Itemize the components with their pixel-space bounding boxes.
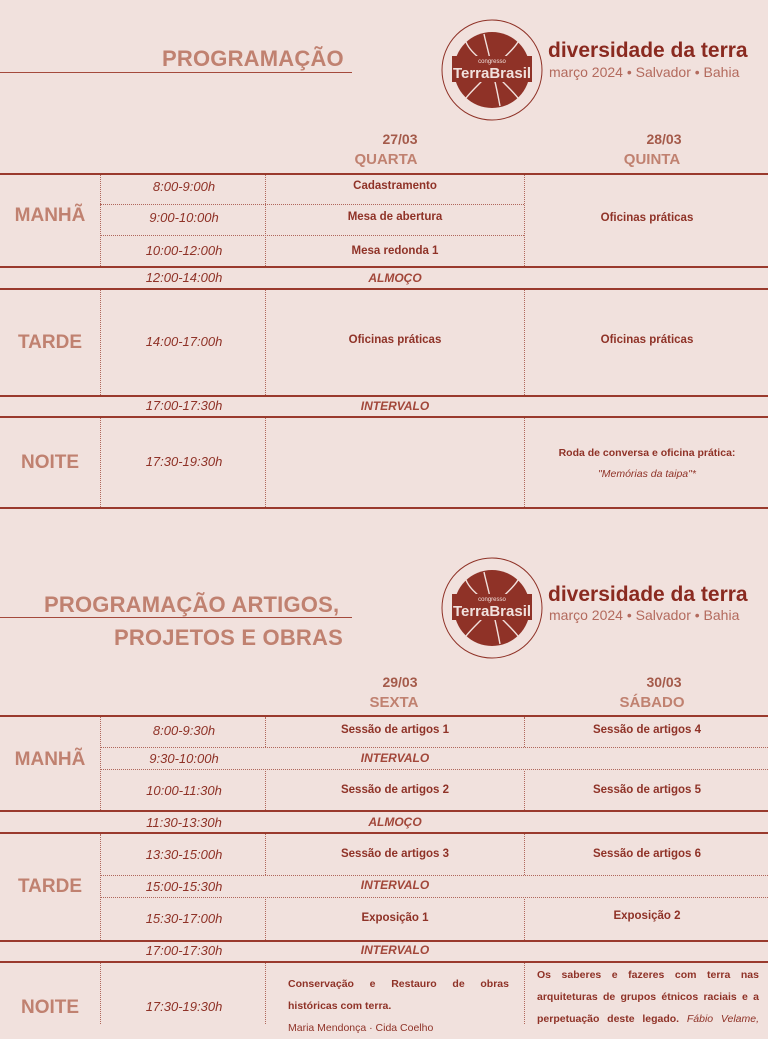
break-label: ALMOÇO — [368, 271, 422, 285]
table-cell: Exposição 1 — [361, 912, 429, 924]
s1-period-afternoon: TARDE — [17, 332, 83, 353]
s2-day1-weekday: SEXTA — [369, 694, 419, 711]
s2-period-morning: MANHÃ — [14, 749, 86, 770]
s1-dotted-col — [524, 418, 525, 507]
table-cell: Sessão de artigos 3 — [340, 848, 450, 860]
s1-day2-date: 28/03 — [646, 131, 682, 147]
table-cell: Sessão de artigos 2 — [340, 784, 450, 796]
table-cell: Mesa redonda 1 — [351, 245, 439, 257]
s1-dotted-col — [524, 290, 525, 395]
break-label: INTERVALO — [360, 751, 430, 765]
break-label: INTERVALO — [360, 878, 430, 892]
paragraph-line: Conservação e Restauro de obras — [288, 978, 509, 990]
table-row-time: 8:00-9:00h — [152, 179, 216, 194]
table-cell: Cadastramento — [353, 180, 437, 192]
s2-period-night: NOITE — [20, 997, 80, 1018]
s2-dotted-rule — [100, 769, 768, 770]
terrabrasil-seal-logo — [440, 18, 544, 122]
table-cell: Sessão de artigos 6 — [592, 848, 702, 860]
s1-rule — [0, 173, 768, 175]
svg-text:congresso: congresso — [478, 597, 506, 603]
s2-rule — [0, 940, 768, 942]
section2-title-line1: PROGRAMAÇÃO ARTIGOS, — [44, 592, 340, 617]
s1-period-night: NOITE — [20, 452, 80, 473]
table-row-time: 17:30-19:30h — [145, 999, 223, 1014]
table-cell: Sessão de artigos 5 — [592, 784, 702, 796]
table-cell: Sessão de artigos 4 — [592, 724, 702, 736]
paragraph-line: arquiteturas de grupos étnicos raciais e a — [537, 991, 759, 1003]
paragraph-line: Os saberes e fazeres com terra nas — [537, 969, 759, 981]
s2-rule — [0, 715, 768, 717]
table-row-time: 10:00-11:30h — [146, 783, 222, 798]
s2-dotted-col — [524, 963, 525, 1024]
paragraph-cut-line: Maria Mendonça · Cida Coelho — [288, 1022, 434, 1034]
table-cell: Oficinas práticas — [600, 334, 694, 346]
table-row-time: 15:30-17:00h — [145, 911, 223, 926]
table-cell: Oficinas práticas — [348, 334, 442, 346]
s2-dotted-col — [100, 963, 101, 1024]
s2-dotted-col — [524, 771, 525, 810]
svg-text:TerraBrasil: TerraBrasil — [452, 65, 532, 82]
s1-dotted-col — [524, 175, 525, 266]
s2-dotted-col — [524, 717, 525, 747]
s1-rule — [0, 507, 768, 509]
s2-dotted-col — [265, 963, 266, 1024]
s1-rule — [0, 395, 768, 397]
brand-event-line: março 2024 • Salvador • Bahia — [549, 64, 740, 80]
s2-day2-weekday: SÁBADO — [619, 694, 685, 711]
s2-dotted-rule — [100, 875, 768, 876]
table-row-time: 17:30-19:30h — [145, 454, 223, 469]
s1-dotted-rule — [100, 235, 524, 236]
s1-day1-date: 27/03 — [382, 131, 418, 147]
section1-title-rule — [0, 72, 352, 73]
table-row-time: 12:00-14:00h — [145, 270, 223, 285]
table-row-time: 14:00-17:00h — [145, 334, 223, 349]
s1-dotted-rule — [100, 204, 524, 205]
night-session-day1 — [288, 973, 509, 1039]
s1-period-morning: MANHÃ — [14, 205, 86, 226]
s2-day1-date: 29/03 — [382, 674, 418, 690]
table-cell: Sessão de artigos 1 — [340, 724, 450, 736]
table-row-time: 17:00-17:30h — [145, 398, 223, 413]
paragraph-text: perpetuação deste legado. — [537, 1013, 680, 1025]
terrabrasil-seal-logo — [440, 556, 544, 660]
section1-title: PROGRAMAÇÃO — [162, 46, 344, 71]
s1-rule — [0, 288, 768, 290]
s2-period-afternoon: TARDE — [17, 876, 83, 897]
table-cell: Exposição 2 — [613, 910, 681, 922]
table-row-time: 15:00-15:30h — [145, 879, 223, 894]
section2-title-rule — [0, 617, 352, 618]
svg-text:TerraBrasil: TerraBrasil — [452, 603, 532, 620]
brand-event-line: março 2024 • Salvador • Bahia — [549, 607, 740, 623]
s1-rule — [0, 416, 768, 418]
paragraph-line: históricas com terra. — [288, 1000, 392, 1012]
break-label: INTERVALO — [360, 943, 430, 957]
author-name: Fábio Velame, — [686, 1013, 759, 1025]
table-row-time: 11:30-13:30h — [146, 815, 222, 830]
table-cell: Mesa de abertura — [347, 211, 443, 223]
s2-dotted-rule — [100, 897, 768, 898]
s2-day2-date: 30/03 — [646, 674, 682, 690]
table-row-time: 17:00-17:30h — [145, 943, 223, 958]
s2-dotted-rule — [100, 747, 768, 748]
table-row-time: 8:00-9:30h — [152, 723, 216, 738]
section2-title-line2: PROJETOS E OBRAS — [114, 625, 343, 650]
brand-tagline: diversidade da terra — [548, 39, 748, 62]
break-label: INTERVALO — [360, 399, 430, 413]
night-session-day2 — [537, 964, 759, 1030]
s2-dotted-col — [524, 899, 525, 940]
break-label: ALMOÇO — [368, 815, 422, 829]
table-row-time: 9:30-10:00h — [149, 751, 219, 766]
s2-rule — [0, 810, 768, 812]
s2-rule — [0, 832, 768, 834]
s1-rule — [0, 266, 768, 268]
table-cell-subtitle: "Memórias da taipa"* — [598, 468, 696, 480]
svg-text:congresso: congresso — [478, 59, 506, 65]
s1-day2-weekday: QUINTA — [623, 151, 681, 168]
brand-tagline: diversidade da terra — [548, 583, 748, 606]
s2-dotted-col — [524, 834, 525, 875]
paragraph-line — [537, 1008, 759, 1030]
table-row-time: 13:30-15:00h — [145, 847, 223, 862]
table-cell: Oficinas práticas — [600, 212, 694, 224]
table-row-time: 9:00-10:00h — [149, 210, 219, 225]
s1-day1-weekday: QUARTA — [354, 151, 418, 168]
table-cell: Roda de conversa e oficina prática: — [558, 447, 736, 459]
s2-rule — [0, 961, 768, 963]
table-row-time: 10:00-12:00h — [145, 243, 223, 258]
